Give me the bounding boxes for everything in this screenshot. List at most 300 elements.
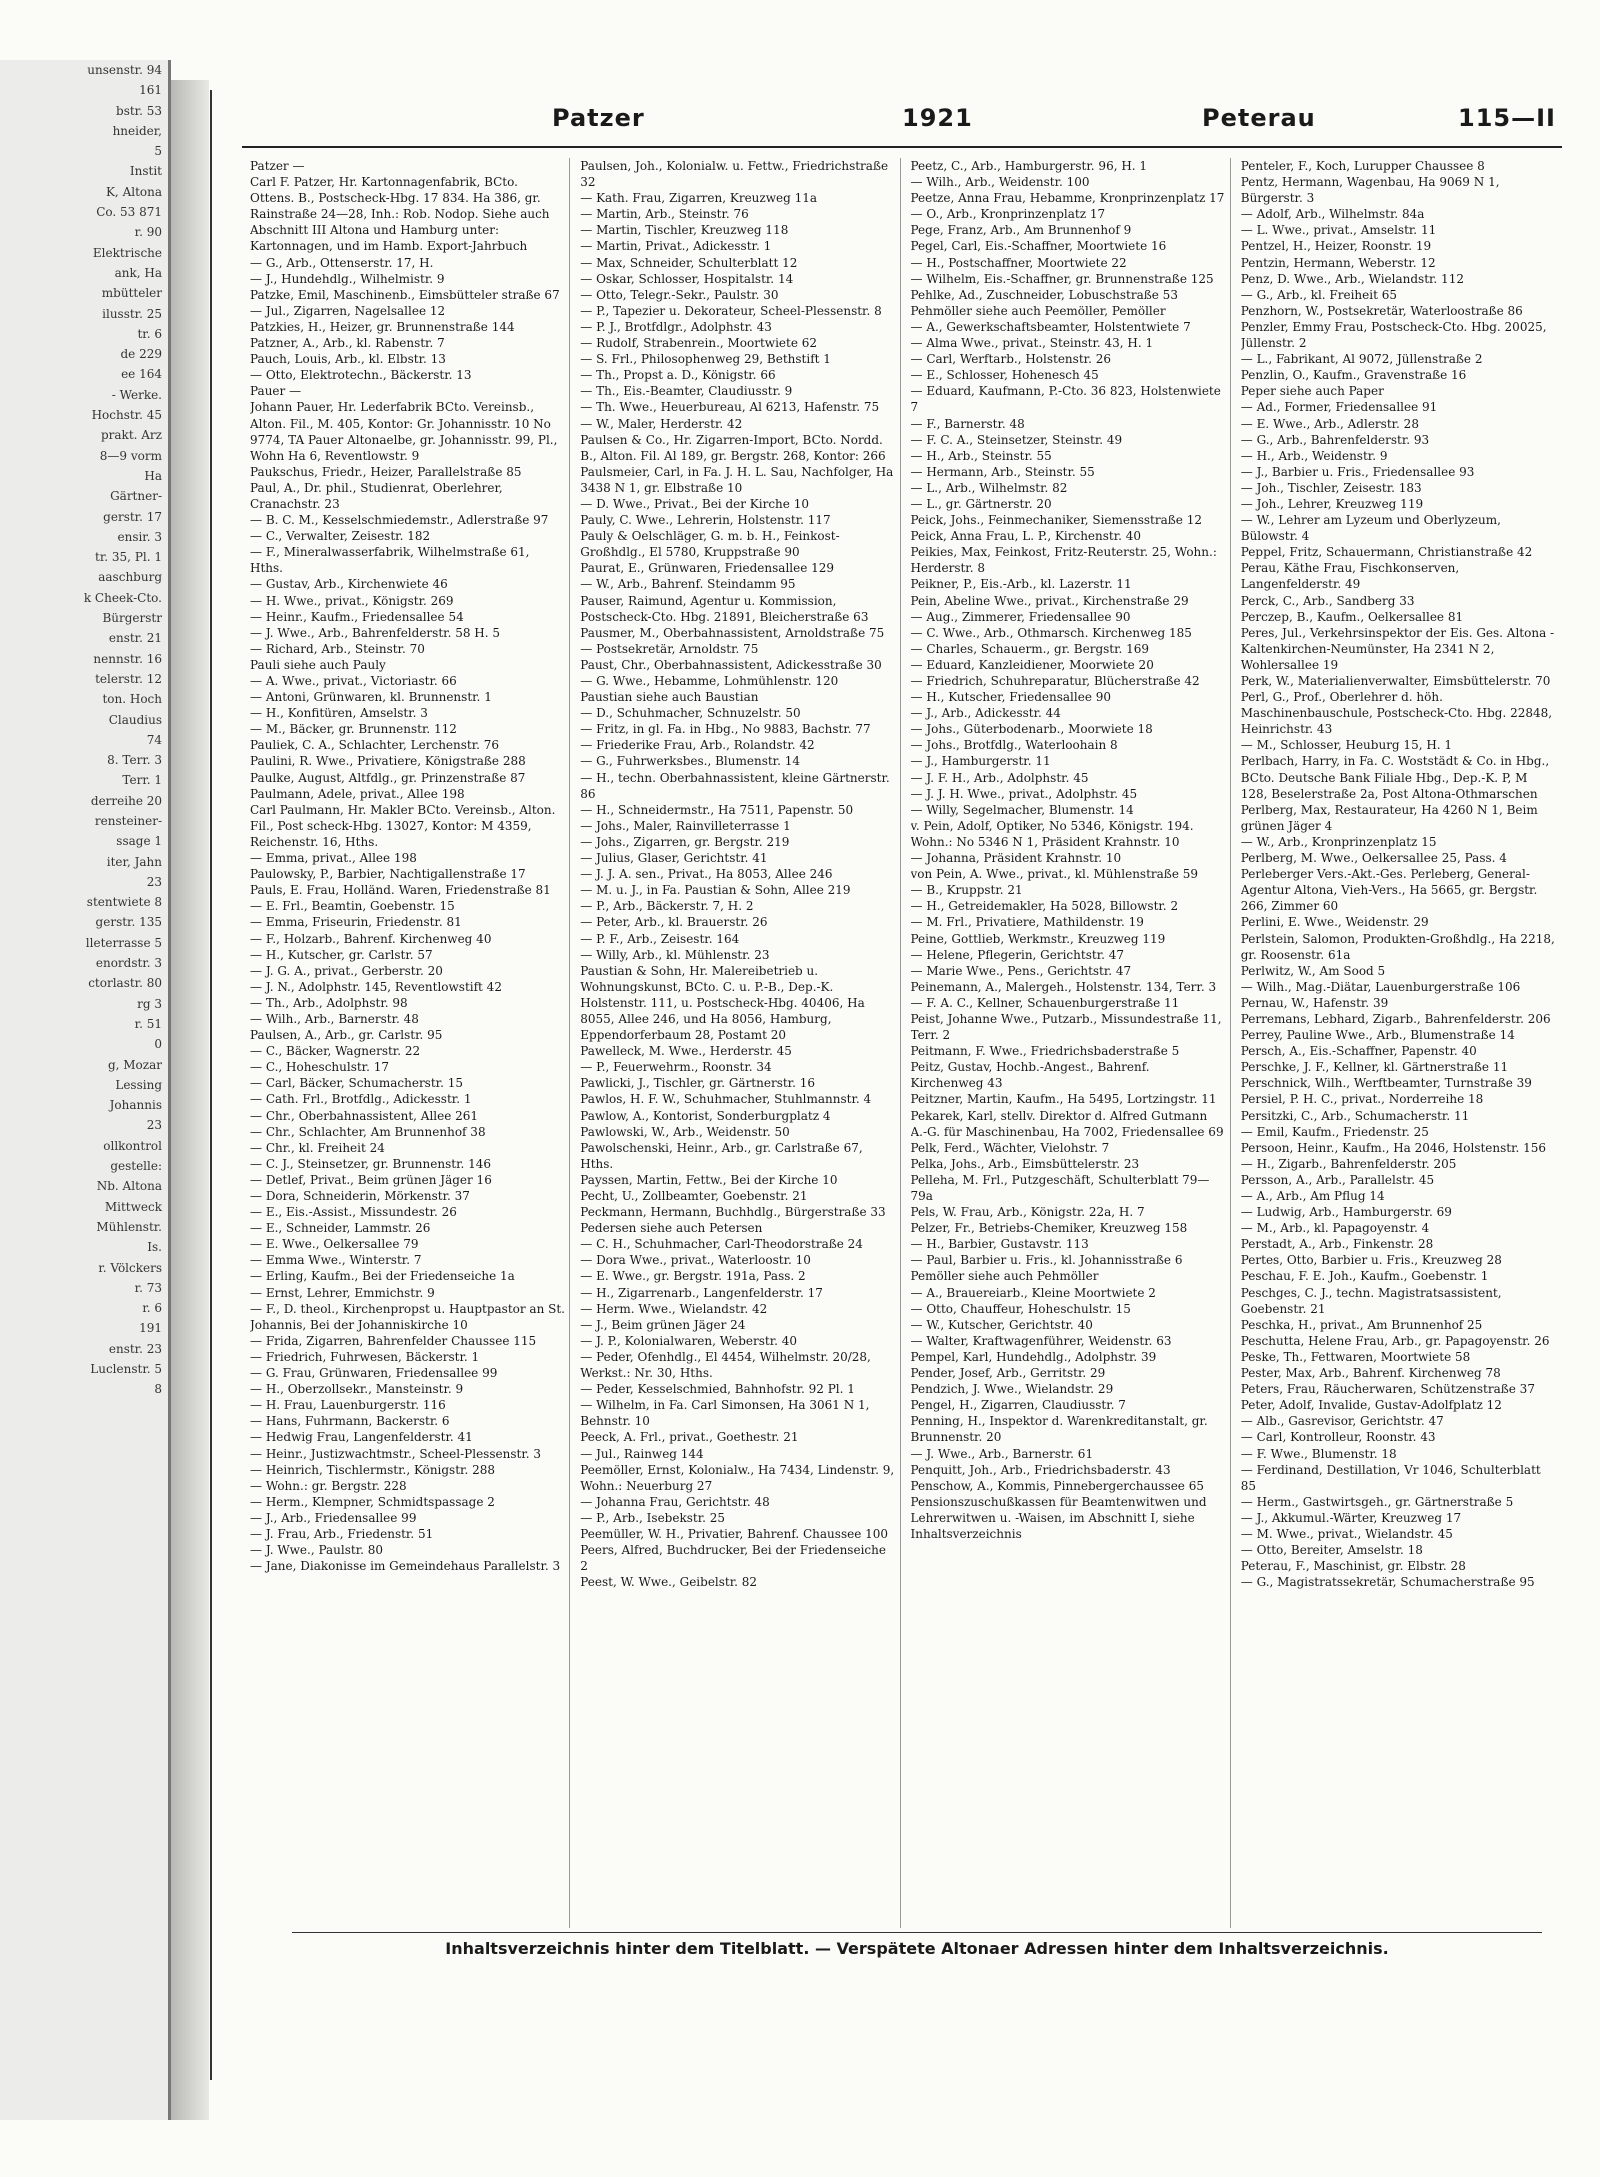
directory-entry: — H., Postschaffner, Moortwiete 22 [910, 255, 1127, 270]
directory-entry: — J. P., Kolonialwaren, Weberstr. 40 [580, 1333, 798, 1348]
directory-entry: — H., Arb., Weidenstr. 9 [1240, 448, 1388, 463]
directory-entry: Paulini, R. Wwe., Privatiere, Königstraße 288 [250, 754, 526, 769]
directory-entry: Peter, Adolf, Invalide, Gustav-Adolfplatz 12 [1240, 1398, 1502, 1413]
previous-page-line: ollkontrol [103, 1138, 162, 1153]
directory-entry: Perlberg, M. Wwe., Oelkersallee 25, Pass. 4 [1240, 851, 1507, 866]
directory-entry: Paulowsky, P., Barbier, Nachtigallenstraße 17 [250, 867, 526, 882]
directory-entry: Pelzer, Fr., Betriebs-Chemiker, Kreuzweg 158 [910, 1221, 1188, 1236]
directory-entry: Carl Paulmann, Hr. Makler BCto. Vereinsb., Alton. Fil., Post scheck-Hbg. 13027, Kontor: M 4359, Reichenstr. 16, Hths. [250, 802, 556, 849]
previous-page-line: Terr. 1 [122, 773, 162, 788]
previous-page-line: enstr. 21 [108, 631, 162, 646]
directory-entry: — Chr., Schlachter, Am Brunnenhof 38 [250, 1124, 486, 1139]
previous-page-line: unsenstr. 94 [87, 63, 162, 77]
previous-page-line: Mühlenstr. [96, 1219, 162, 1234]
directory-entry: Paulsen, A., Arb., gr. Carlstr. 95 [250, 1028, 443, 1043]
directory-entry: — S. Frl., Philosophenweg 29, Bethstift 1 [580, 352, 831, 367]
directory-entry: Perczep, B., Kaufm., Oelkersallee 81 [1240, 609, 1464, 624]
previous-page-line: Mittweck [104, 1199, 162, 1214]
previous-page-line: r. Völckers [98, 1260, 162, 1275]
directory-column-3 [911, 158, 1231, 1928]
directory-entry: Paustian & Sohn, Hr. Malereibetrieb u. Wohnungskunst, BCto. C. u. P.-B., Dep.-K. Holstenstr. 111, u. Postscheck-Hbg. 40406, Ha 8055, Allee 246, und Ha 8056, Hamburg, Eppendorferbaum 28, Postamt 20 [580, 963, 865, 1043]
directory-entry: Peschutta, Helene Frau, Arb., gr. Papagoyenstr. 26 [1240, 1333, 1550, 1348]
directory-entry: — Herm., Klempner, Schmidtspassage 2 [250, 1494, 495, 1509]
directory-entry: Pausmer, M., Oberbahnassistent, Arnoldstraße 75 [580, 625, 885, 640]
directory-entry: — Peter, Arb., kl. Brauerstr. 26 [580, 915, 768, 930]
directory-entry: — Jul., Rainweg 144 [580, 1446, 704, 1461]
directory-entry: Pecht, U., Zollbeamter, Goebenstr. 21 [580, 1189, 808, 1203]
directory-entry: — F. C. A., Steinsetzer, Steinstr. 49 [910, 432, 1123, 447]
directory-entry: Perau, Käthe Frau, Fischkonserven, Langenfelderstr. 49 [1240, 561, 1460, 592]
directory-entry: Pentz, Hermann, Wagenbau, Ha 9069 N 1, Bürgerstr. 3 [1240, 175, 1500, 206]
previous-page-line: ank, Ha [114, 265, 162, 280]
directory-entry: — Eduard, Kaufmann, P.-Cto. 36 823, Holstenwiete 7 [910, 384, 1221, 415]
previous-page-edge [0, 60, 171, 2120]
directory-entry: — Herm., Gastwirtsgeh., gr. Gärtnerstraße 5 [1240, 1494, 1514, 1509]
directory-entry: Paukschus, Friedr., Heizer, Parallelstraße 85 [250, 464, 522, 479]
previous-page-line: Is. [147, 1240, 162, 1255]
directory-entry: — Friederike Frau, Arb., Rolandstr. 42 [580, 738, 815, 753]
directory-entry: Pawelleck, M. Wwe., Herderstr. 45 [580, 1044, 792, 1059]
directory-entry: — Carl, Bäcker, Schumacherstr. 15 [250, 1076, 463, 1091]
directory-entry: — E. Frl., Beamtin, Goebenstr. 15 [250, 899, 455, 914]
directory-entry: — Oskar, Schlosser, Hospitalstr. 14 [580, 271, 794, 286]
directory-entry: — P. F., Arb., Zeisestr. 164 [580, 931, 740, 946]
directory-entry: — Willy, Segelmacher, Blumenstr. 14 [910, 802, 1134, 817]
directory-entry: Patzner, A., Arb., kl. Rabenstr. 7 [250, 336, 445, 351]
previous-page-line: ensir. 3 [117, 529, 162, 544]
directory-entry: Pempel, Karl, Hundehdlg., Adolphstr. 39 [910, 1349, 1157, 1364]
previous-page-line: Instit [129, 164, 162, 179]
directory-entry: Peschau, F. E. Joh., Kaufm., Goebenstr. 1 [1240, 1269, 1489, 1284]
directory-entry: — M., Schlosser, Heuburg 15, H. 1 [1240, 738, 1453, 753]
previous-page-line: r. 6 [142, 1301, 162, 1316]
directory-entry: Peitz, Gustav, Hochb.-Angest., Bahrenf. Kirchenweg 43 [910, 1060, 1150, 1091]
directory-entry: Pawlowski, W., Arb., Weidenstr. 50 [580, 1124, 790, 1139]
directory-entry: Perlstein, Salomon, Produkten-Großhdlg., Ha 2218, gr. Roosenstr. 61a [1240, 931, 1555, 962]
directory-entry: — Willy, Arb., kl. Mühlenstr. 23 [580, 947, 770, 962]
directory-entry: — Otto, Chauffeur, Hoheschulstr. 15 [910, 1301, 1131, 1316]
directory-entry: — G., Arb., Ottenserstr. 17, H. [250, 255, 434, 270]
directory-entry: — Aug., Zimmerer, Friedensallee 90 [910, 609, 1131, 624]
directory-entry: Persiel, P. H. C., privat., Norderreihe 18 [1240, 1092, 1484, 1107]
directory-entry: Pensionszuschußkassen für Beamtenwitwen und Lehrerwitwen u. -Waisen, im Abschnitt I, siehe Inhaltsverzeichnis [910, 1494, 1207, 1541]
directory-column-1 [250, 158, 570, 1928]
directory-entry: Pels, W. Frau, Arb., Königstr. 22a, H. 7 [910, 1205, 1145, 1220]
directory-entry: Pender, Josef, Arb., Gerritstr. 29 [910, 1366, 1106, 1381]
directory-entry: Peckmann, Hermann, Buchhdlg., Bürgerstraße 33 [580, 1205, 886, 1220]
directory-entry: Pehlke, Ad., Zuschneider, Lobuschstraße 53 [910, 287, 1178, 302]
directory-entry: — F. Wwe., Blumenstr. 18 [1240, 1446, 1397, 1461]
directory-entry: Peist, Johanne Wwe., Putzarb., Missundestraße 11, Terr. 2 [910, 1011, 1222, 1043]
previous-page-line: r. 51 [134, 1016, 162, 1031]
directory-entry: Pendzich, J. Wwe., Wielandstr. 29 [910, 1382, 1114, 1397]
directory-entry: — J. J. H. Wwe., privat., Adolphstr. 45 [910, 786, 1138, 801]
directory-entry: — F., Mineralwasserfabrik, Wilhelmstraße 61, Hths. [250, 545, 530, 576]
directory-entry: — E., Schlosser, Hohenesch 45 [910, 368, 1099, 383]
directory-entry: Perlberg, Max, Restaurateur, Ha 4260 N 1, Beim grünen Jäger 4 [1240, 802, 1538, 833]
directory-entry: — E. Wwe., Arb., Adlerstr. 28 [1240, 416, 1419, 431]
directory-entry: — J. Frau, Arb., Friedenstr. 51 [250, 1526, 434, 1541]
previous-page-line: 5 [154, 144, 162, 159]
directory-entry: Peemöller, Ernst, Kolonialw., Ha 7434, Lindenstr. 9, Wohn.: Neuerburg 27 [580, 1462, 895, 1493]
previous-page-line: enordstr. 3 [95, 956, 162, 971]
directory-entry: — H., Arb., Steinstr. 55 [910, 448, 1052, 463]
directory-entry: — Otto, Elektrotechn., Bäckerstr. 13 [250, 368, 472, 383]
directory-entry: — H. Wwe., privat., Königstr. 269 [250, 593, 454, 608]
directory-entry: — Emil, Kaufm., Friedenstr. 25 [1240, 1124, 1429, 1139]
directory-entry: — Marie Wwe., Pens., Gerichtstr. 47 [910, 963, 1132, 978]
directory-entry: Penteler, F., Koch, Lurupper Chaussee 8 [1240, 159, 1485, 173]
previous-page-line: Elektrische [92, 245, 162, 260]
directory-entry: Perremans, Lebhard, Zigarb., Bahrenfelderstr. 206 [1240, 1011, 1551, 1026]
previous-page-line: ssage 1 [116, 834, 162, 849]
previous-page-line: Claudius [108, 712, 162, 727]
previous-page-line: rensteiner- [94, 813, 162, 828]
directory-entry: — Postsekretär, Arnoldstr. 75 [580, 641, 759, 656]
directory-entry: — Adolf, Arb., Wilhelmstr. 84a [1240, 207, 1425, 222]
directory-entry: Persitzki, C., Arb., Schumacherstr. 11 [1240, 1108, 1470, 1123]
directory-entry: Persch, A., Eis.-Schaffner, Papenstr. 40 [1240, 1044, 1477, 1059]
directory-entry: — Wilh., Arb., Barnerstr. 48 [250, 1011, 419, 1026]
directory-entry: Patzke, Emil, Maschinenb., Eimsbütteler straße 67 [250, 287, 560, 302]
directory-entry: — Heinr., Kaufm., Friedensallee 54 [250, 609, 464, 624]
previous-page-line: stentwiete 8 [86, 895, 162, 910]
directory-entry: — Emma, Friseurin, Friedenstr. 81 [250, 915, 462, 930]
previous-page-line: r. 90 [134, 225, 162, 240]
directory-entry: Payssen, Martin, Fettw., Bei der Kirche 10 [580, 1172, 838, 1187]
directory-entry: Paust, Chr., Oberbahnassistent, Adickesstraße 30 [580, 657, 882, 672]
directory-entry: Pauly & Oelschläger, G. m. b. H., Feinkost-Großhdlg., El 5780, Kruppstraße 90 [580, 529, 840, 560]
directory-entry: Pauer — [250, 384, 302, 399]
directory-entry: Peske, Th., Fettwaren, Moortwiete 58 [1240, 1349, 1471, 1364]
directory-entry: — Alma Wwe., privat., Steinstr. 43, H. 1 [910, 336, 1154, 351]
directory-entry: Pauly, C. Wwe., Lehrerin, Holstenstr. 117 [580, 513, 831, 528]
directory-entry: — F., Holzarb., Bahrenf. Kirchenweg 40 [250, 931, 492, 946]
previous-page-line: 23 [146, 1118, 162, 1133]
directory-entry: — Wilh., Mag.-Diätar, Lauenburgerstraße 106 [1240, 979, 1521, 994]
directory-entry: — L., Arb., Wilhelmstr. 82 [910, 480, 1068, 495]
directory-entry: — Johs., Brotfdlg., Waterloohain 8 [910, 738, 1118, 753]
directory-entry: — Peder, Kesselschmied, Bahnhofstr. 92 Pl. 1 [580, 1382, 855, 1397]
directory-entry: Peest, W. Wwe., Geibelstr. 82 [580, 1575, 758, 1590]
previous-page-line: nennstr. 16 [93, 651, 162, 666]
directory-entry: Pawlow, A., Kontorist, Sonderburgplatz 4 [580, 1108, 831, 1123]
directory-entry: — Johanna, Präsident Krahnstr. 10 [910, 851, 1122, 866]
previous-page-line: mbütteler [101, 286, 162, 301]
previous-page-line: 8. Terr. 3 [107, 753, 162, 768]
directory-entry: Pedersen siehe auch Petersen [580, 1221, 763, 1236]
directory-entry: — Johs., Güterbodenarb., Moorwiete 18 [910, 722, 1153, 737]
directory-entry: — M. Frl., Privatiere, Mathildenstr. 19 [910, 915, 1144, 930]
directory-entry: — L. Wwe., privat., Amselstr. 11 [1240, 223, 1437, 238]
directory-entry: Pawolschenski, Heinr., Arb., gr. Carlstraße 67, Hths. [580, 1140, 863, 1171]
directory-entry: — C. Wwe., Arb., Othmarsch. Kirchenweg 185 [910, 625, 1192, 640]
directory-entry: — Th., Arb., Adolphstr. 98 [250, 995, 408, 1010]
directory-entry: — G., Magistratssekretär, Schumacherstraße 95 [1240, 1575, 1535, 1590]
directory-entry: — J. G. A., privat., Gerberstr. 20 [250, 963, 443, 978]
directory-entry: — A., Brauereiarb., Kleine Moortwiete 2 [910, 1285, 1156, 1300]
directory-entry: — Chr., Oberbahnassistent, Allee 261 [250, 1108, 479, 1123]
directory-entry: Perstadt, A., Arb., Finkenstr. 28 [1240, 1237, 1434, 1252]
directory-entry: — Otto, Bereiter, Amselstr. 18 [1240, 1543, 1423, 1558]
previous-page-line: iter, Jahn [106, 854, 162, 869]
previous-page-line: tr. 6 [137, 326, 162, 341]
directory-entry: — Eduard, Kanzleidiener, Moorwiete 20 [910, 657, 1154, 672]
directory-entry: — Peder, Ofenhdlg., El 4454, Wilhelmstr. 20/28, Werkst.: Nr. 30, Hths. [580, 1349, 871, 1381]
directory-entry: — Jane, Diakonisse im Gemeindehaus Parallelstr. 3 [250, 1559, 561, 1574]
directory-entry: Pawlos, H. F. W., Schuhmacher, Stuhlmannstr. 4 [580, 1092, 872, 1107]
directory-entry: — L., Fabrikant, Al 9072, Jüllenstraße 2 [1240, 352, 1483, 367]
previous-page-line: gerstr. 135 [95, 915, 162, 930]
directory-entry: — J. N., Adolphstr. 145, Reventlowstift 42 [250, 979, 502, 994]
directory-entry: — Herm. Wwe., Wielandstr. 42 [580, 1301, 768, 1316]
previous-page-line: Bürgerstr [102, 611, 162, 626]
directory-entry: Penz, D. Wwe., Arb., Wielandstr. 112 [1240, 271, 1464, 286]
directory-entry: — J. J. A. sen., Privat., Ha 8053, Allee 246 [580, 867, 833, 882]
directory-entry: Peschka, H., privat., Am Brunnenhof 25 [1240, 1317, 1483, 1332]
previous-page-line: 74 [146, 732, 162, 747]
directory-entry: Peetz, C., Arb., Hamburgerstr. 96, H. 1 [910, 159, 1148, 173]
directory-entry: Persoon, Heinr., Kaufm., Ha 2046, Holstenstr. 156 [1240, 1140, 1547, 1155]
directory-entry: — Friedrich, Schuhreparatur, Blücherstraße 42 [910, 674, 1200, 688]
previous-page-line: lleterrasse 5 [85, 935, 162, 950]
directory-entry: — J. Wwe., Paulstr. 80 [250, 1543, 384, 1558]
directory-entry: — Paul, Barbier u. Fris., kl. Johannisstraße 6 [910, 1253, 1183, 1268]
directory-entry: Peemüller, W. H., Privatier, Bahrenf. Chaussee 100 [580, 1526, 889, 1541]
directory-entry: — J. Wwe., Arb., Bahrenfelderstr. 58 H. 5 [250, 625, 501, 640]
directory-entry: Penning, H., Inspektor d. Warenkreditanstalt, gr. Brunnenstr. 20 [910, 1414, 1208, 1445]
directory-entry: — Th., Propst a. D., Königstr. 66 [580, 368, 776, 383]
previous-page-line: 0 [154, 1037, 162, 1052]
header-year: 1921 [902, 104, 973, 132]
directory-entry: — Wohn.: gr. Bergstr. 228 [250, 1478, 407, 1493]
previous-page-line: prakt. Arz [100, 428, 162, 443]
directory-entry: Patzkies, H., Heizer, gr. Brunnenstraße 144 [250, 319, 515, 334]
directory-entry: Peterau, F., Maschinist, gr. Elbstr. 28 [1240, 1559, 1466, 1574]
directory-entry: — H., Zigarrenarb., Langenfelderstr. 17 [580, 1285, 823, 1300]
directory-entry: — Walter, Kraftwagenführer, Weidenstr. 63 [910, 1333, 1172, 1348]
directory-entry: — Charles, Schauerm., gr. Bergstr. 169 [910, 641, 1150, 656]
previous-page-line: Lessing [115, 1077, 162, 1092]
directory-entry: — H., Konfitüren, Amselstr. 3 [250, 706, 428, 721]
directory-entry: — Otto, Telegr.-Sekr., Paulstr. 30 [580, 287, 779, 302]
directory-entry: Pauls, E. Frau, Holländ. Waren, Friedenstraße 81 [250, 883, 551, 898]
previous-page-line: 8 [154, 1382, 162, 1397]
directory-entry: — E. Wwe., Oelkersallee 79 [250, 1237, 419, 1252]
directory-entry: — G., Arb., Bahrenfelderstr. 93 [1240, 432, 1430, 447]
previous-page-line: telerstr. 12 [95, 671, 162, 686]
directory-entry: — Gustav, Arb., Kirchenwiete 46 [250, 577, 448, 592]
directory-entry: — H., Schneidermstr., Ha 7511, Papenstr. 50 [580, 802, 854, 817]
directory-entry: — G. Wwe., Hebamme, Lohmühlenstr. 120 [580, 674, 839, 688]
directory-entry: Perlini, E. Wwe., Weidenstr. 29 [1240, 915, 1429, 930]
previous-page-line: hneider, [112, 123, 162, 138]
directory-entry: — Wilhelm, Eis.-Schaffner, gr. Brunnenstraße 125 [910, 271, 1214, 286]
directory-entry: Perck, C., Arb., Sandberg 33 [1240, 593, 1415, 608]
directory-entry: — W., Arb., Bahrenf. Steindamm 95 [580, 577, 796, 592]
directory-entry: Perleberger Vers.-Akt.-Ges. Perleberg, General-Agentur Altona, Vieh-Vers., Ha 5665, gr. Bergstr. 266, Zimmer 60 [1240, 867, 1538, 914]
directory-entry: — J., Arb., Adickesstr. 44 [910, 706, 1061, 721]
header-first-name: Patzer [552, 104, 645, 132]
directory-entry: Penquitt, Joh., Arb., Friedrichsbaderstr. 43 [910, 1462, 1171, 1477]
directory-columns [250, 158, 1560, 1928]
directory-entry: — W., Arb., Kronprinzenplatz 15 [1240, 834, 1437, 849]
directory-entry: — A., Arb., Am Pflug 14 [1240, 1189, 1385, 1203]
directory-entry: Paustian siehe auch Baustian [580, 690, 759, 705]
directory-entry: — E., Eis.-Assist., Missundestr. 26 [250, 1205, 457, 1220]
directory-entry: — C., Verwalter, Zeisestr. 182 [250, 529, 431, 544]
directory-entry: — D. Wwe., Privat., Bei der Kirche 10 [580, 496, 809, 511]
directory-column-2 [580, 158, 900, 1928]
directory-entry: Johann Pauer, Hr. Lederfabrik BCto. Vereinsb., Alton. Fil., M. 405, Kontor: Gr. Johannisstr. 10 No 9774, TA Pauer Altonaelbe, gr. Johannisstr. 99, Pl., Wohn Ha 6, Reventlowstr. 9 [250, 400, 558, 463]
directory-entry: Perk, W., Materialienverwalter, Eimsbüttelerstr. 70 [1240, 674, 1551, 688]
directory-entry: — G., Arb., kl. Freiheit 65 [1240, 287, 1398, 302]
directory-entry: Peeck, A. Frl., privat., Goethestr. 21 [580, 1430, 799, 1445]
directory-entry: — E., Schneider, Lammstr. 26 [250, 1221, 431, 1236]
directory-entry: Penzlin, O., Kaufm., Gravenstraße 16 [1240, 368, 1467, 383]
directory-entry: — B. C. M., Kesselschmiedemstr., Adlerstraße 97 [250, 513, 549, 528]
previous-page-line: k Cheek-Cto. [83, 590, 162, 605]
directory-entry: — Antoni, Grünwaren, kl. Brunnenstr. 1 [250, 690, 492, 705]
directory-entry: Persson, A., Arb., Parallelstr. 45 [1240, 1172, 1435, 1187]
directory-entry: Pauch, Louis, Arb., kl. Elbstr. 13 [250, 352, 446, 367]
directory-entry: — Carl, Kontrolleur, Roonstr. 43 [1240, 1430, 1436, 1445]
directory-entry: — Carl, Werftarb., Holstenstr. 26 [910, 352, 1111, 367]
directory-entry: — Dora Wwe., privat., Waterloostr. 10 [580, 1253, 811, 1268]
directory-entry: Pertes, Otto, Barbier u. Fris., Kreuzweg 28 [1240, 1253, 1502, 1268]
previous-page-line: r. 73 [134, 1280, 162, 1295]
previous-page-line: derreihe 20 [90, 793, 162, 808]
directory-entry: — F. A. C., Kellner, Schauenburgerstraße 11 [910, 995, 1180, 1010]
directory-entry: Pelleha, M. Frl., Putzgeschäft, Schulterblatt 79—79a [910, 1172, 1210, 1203]
directory-entry: — Wilhelm, in Fa. Carl Simonsen, Ha 3061 N 1, Behnstr. 10 [580, 1398, 870, 1429]
directory-entry: — Ferdinand, Destillation, Vr 1046, Schulterblatt 85 [1240, 1462, 1541, 1493]
directory-entry: Pester, Max, Arb., Bahrenf. Kirchenweg 78 [1240, 1366, 1501, 1381]
directory-entry: Pehmöller siehe auch Peemöller, Pemöller [910, 303, 1166, 318]
directory-entry: — Jul., Zigarren, Nagelsallee 12 [250, 303, 446, 318]
directory-entry: — J., Hamburgerstr. 11 [910, 754, 1051, 769]
directory-entry: — Rudolf, Strabenrein., Moortwiete 62 [580, 336, 818, 351]
directory-entry: — H., Barbier, Gustavstr. 113 [910, 1237, 1089, 1252]
previous-page-line: K, Altona [105, 184, 162, 199]
previous-page-line: Gärtner- [110, 489, 162, 504]
directory-entry: — C., Bäcker, Wagnerstr. 22 [250, 1044, 421, 1059]
directory-entry: Pentzel, H., Heizer, Roonstr. 19 [1240, 239, 1432, 254]
directory-entry: — A. Wwe., privat., Victoriastr. 66 [250, 674, 457, 688]
directory-entry: Peres, Jul., Verkehrsinspektor der Eis. Ges. Altona - Kaltenkirchen-Neumünster, Ha 2341 N 2, Wohlersallee 19 [1240, 625, 1555, 672]
directory-entry: — H. Frau, Lauenburgerstr. 116 [250, 1398, 446, 1413]
directory-entry: — Ernst, Lehrer, Emmichstr. 9 [250, 1285, 435, 1300]
directory-entry: — L., gr. Gärtnerstr. 20 [910, 496, 1052, 511]
directory-entry: — H., Kutscher, gr. Carlstr. 57 [250, 947, 433, 962]
previous-page-line: gestelle: [110, 1159, 162, 1174]
directory-entry: — Hans, Fuhrmann, Backerstr. 6 [250, 1414, 450, 1429]
directory-entry: Paulsen, Joh., Kolonialw. u. Fettw., Friedrichstraße 32 [580, 159, 889, 190]
directory-entry: — Emma Wwe., Winterstr. 7 [250, 1253, 422, 1268]
directory-entry: — Johs., Zigarren, gr. Bergstr. 219 [580, 834, 790, 849]
previous-page-line: ee 164 [121, 367, 162, 382]
directory-entry: Peick, Johs., Feinmechaniker, Siemensstraße 12 [910, 513, 1202, 528]
directory-entry: Paulmann, Adele, privat., Allee 198 [250, 786, 465, 801]
directory-entry: — Emma, privat., Allee 198 [250, 851, 417, 866]
directory-entry: — J., Hundehdlg., Wilhelmistr. 9 [250, 271, 445, 286]
directory-entry: Perschke, J. F., Kellner, kl. Gärtnerstraße 11 [1240, 1060, 1509, 1075]
directory-entry: Perrey, Pauline Wwe., Arb., Blumenstraße 14 [1240, 1028, 1515, 1043]
directory-entry: Penschow, A., Kommis, Pinnebergerchaussee 65 [910, 1478, 1204, 1493]
previous-page-line: - Werke. [111, 387, 162, 402]
directory-entry: Peper siehe auch Paper [1240, 384, 1384, 399]
directory-entry: — H., techn. Oberbahnassistent, kleine Gärtnerstr. 86 [580, 770, 890, 801]
directory-entry: Paul, A., Dr. phil., Studienrat, Oberlehrer, Cranachstr. 23 [250, 480, 503, 511]
directory-entry: — W., Maler, Herderstr. 42 [580, 416, 743, 431]
directory-entry: — G. Frau, Grünwaren, Friedensallee 99 [250, 1366, 498, 1381]
directory-entry: — H., Getreidemakler, Ha 5028, Billowstr. 2 [910, 899, 1179, 914]
directory-entry: Peppel, Fritz, Schauermann, Christianstraße 42 [1240, 545, 1533, 560]
directory-entry: Pelk, Ferd., Wächter, Vielohstr. 7 [910, 1140, 1110, 1155]
directory-entry: Penzhorn, W., Postsekretär, Waterloostraße 86 [1240, 303, 1523, 318]
directory-entry: Paulsmeier, Carl, in Fa. J. H. L. Sau, Nachfolger, Ha 3438 N 1, gr. Elbstraße 10 [580, 464, 894, 495]
directory-entry: — Chr., kl. Freiheit 24 [250, 1140, 385, 1155]
directory-entry: — Fritz, in gl. Fa. in Hbg., No 9883, Bachstr. 77 [580, 722, 871, 737]
directory-entry: — Detlef, Privat., Beim grünen Jäger 16 [250, 1172, 492, 1187]
directory-entry: — Johs., Maler, Rainvilleterrasse 1 [580, 818, 791, 833]
directory-entry: Peers, Alfred, Buchdrucker, Bei der Friedenseiche 2 [580, 1543, 886, 1574]
directory-entry: Pengel, H., Zigarren, Claudiusstr. 7 [910, 1398, 1126, 1413]
previous-page-line: 191 [139, 1321, 162, 1336]
previous-page-line: gerstr. 17 [103, 509, 162, 524]
directory-entry: Perschnick, Wilh., Werftbeamter, Turnstraße 39 [1240, 1076, 1532, 1091]
directory-entry: — Th., Eis.-Beamter, Claudiusstr. 9 [580, 384, 793, 399]
directory-entry: — Heinrich, Tischlermstr., Königstr. 288 [250, 1462, 495, 1477]
directory-entry: — Ad., Former, Friedensallee 91 [1240, 400, 1438, 415]
directory-entry: Pekarek, Karl, stellv. Direktor d. Alfred Gutmann A.-G. für Maschinenbau, Ha 7002, Friedensallee 69 [910, 1108, 1224, 1139]
directory-entry: Pauliek, C. A., Schlachter, Lerchenstr. 76 [250, 738, 500, 753]
directory-entry: — J., Akkumul.-Wärter, Kreuzweg 17 [1240, 1510, 1462, 1525]
previous-page-line: aaschburg [98, 570, 162, 585]
previous-page-line: g, Mozar [107, 1057, 162, 1072]
previous-page-line: Luclenstr. 5 [90, 1362, 162, 1376]
directory-entry: — J. Wwe., Arb., Barnerstr. 61 [910, 1446, 1094, 1461]
directory-column-4 [1241, 158, 1560, 1928]
directory-entry: — Martin, Privat., Adickesstr. 1 [580, 239, 772, 254]
directory-entry: — J., Arb., Friedensallee 99 [250, 1510, 417, 1525]
directory-entry: — Ludwig, Arb., Hamburgerstr. 69 [1240, 1205, 1452, 1220]
directory-entry: — J., Beim grünen Jäger 24 [580, 1317, 746, 1332]
previous-page-line: ton. Hoch [102, 692, 162, 707]
directory-entry: — F., D. theol., Kirchenpropst u. Hauptpastor an St. Johannis, Bei der Johanniskirche 10 [250, 1301, 565, 1332]
directory-entry: v. Pein, Adolf, Optiker, No 5346, Königstr. 194. Wohn.: No 5346 N 1, Präsident Krahnstr. 10 [910, 818, 1194, 849]
directory-entry: — Julius, Glaser, Gerichtstr. 41 [580, 851, 768, 866]
directory-entry: — P., Tapezier u. Dekorateur, Scheel-Plessenstr. 8 [580, 303, 882, 318]
directory-entry: Carl F. Patzer, Hr. Kartonnagenfabrik, BCto. Ottens. B., Postscheck-Hbg. 17 834. Ha 386, gr. Rainstraße 24—28, Inh.: Rob. Nodop. Siehe auch Abschnitt III Altona und Hamburg unter: Kartonnagen, und im Hamb. Export-Jahrbuch [250, 175, 550, 254]
directory-entry: — W., Lehrer am Lyzeum und Oberlyzeum, Bülowstr. 4 [1240, 513, 1501, 544]
directory-entry: — Hermann, Arb., Steinstr. 55 [910, 464, 1095, 479]
previous-page-line: de 229 [120, 347, 162, 362]
directory-entry: — M. u. J., in Fa. Paustian & Sohn, Allee 219 [580, 883, 851, 898]
directory-entry: — Martin, Arb., Steinstr. 76 [580, 207, 749, 222]
directory-entry: — E. Wwe., gr. Bergstr. 191a, Pass. 2 [580, 1269, 806, 1284]
directory-entry: Patzer — [250, 159, 305, 173]
directory-entry: Pegel, Carl, Eis.-Schaffner, Moortwiete 16 [910, 239, 1167, 254]
directory-entry: — A., Gewerkschaftsbeamter, Holstentwiete 7 [910, 319, 1191, 334]
directory-entry: — J. F. H., Arb., Adolphstr. 45 [910, 770, 1089, 785]
directory-entry: Pein, Abeline Wwe., privat., Kirchenstraße 29 [910, 593, 1189, 608]
directory-entry: Peitmann, F. Wwe., Friedrichsbaderstraße 5 [910, 1044, 1180, 1059]
directory-entry: — C. J., Steinsetzer, gr. Brunnenstr. 146 [250, 1156, 492, 1171]
directory-entry: — H., Kutscher, Friedensallee 90 [910, 690, 1112, 705]
directory-entry: — Dora, Schneiderin, Mörkenstr. 37 [250, 1189, 470, 1203]
directory-entry: Perl, G., Prof., Oberlehrer d. höh. Maschinenbauschule, Postscheck-Cto. Hbg. 22848, Heinrichstr. 43 [1240, 690, 1553, 737]
